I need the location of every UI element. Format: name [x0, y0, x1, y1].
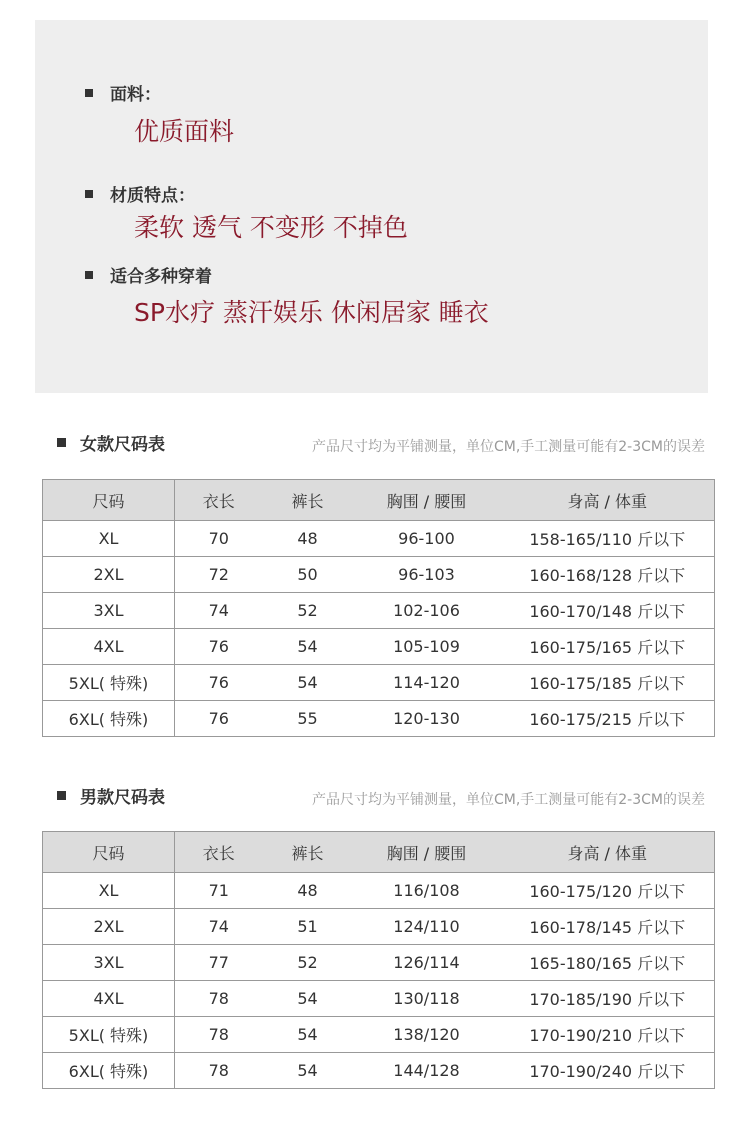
cell-height-weight: 160-170/148 斤以下 [501, 593, 715, 629]
feature-label-text: 材质特点： [110, 186, 195, 206]
feature-panel [35, 20, 708, 393]
cell-pants-length: 54 [263, 981, 353, 1017]
cell-chest-waist: 102-106 [353, 593, 501, 629]
cell-size: 4XL [43, 629, 175, 665]
cell-height-weight: 165-180/165 斤以下 [501, 945, 715, 981]
cell-size: XL [43, 873, 175, 909]
cell-pants-length: 51 [263, 909, 353, 945]
cell-pants-length: 50 [263, 557, 353, 593]
header-pants-length: 裤长 [263, 832, 353, 873]
table-row [43, 557, 715, 593]
cell-chest-waist: 144/128 [353, 1053, 501, 1089]
cell-chest-waist: 105-109 [353, 629, 501, 665]
cell-pants-length: 52 [263, 593, 353, 629]
feature-label-material [110, 181, 195, 206]
women-size-table [42, 479, 715, 737]
cell-chest-waist: 114-120 [353, 665, 501, 701]
feature-value-fabric: 优质面料 [134, 117, 235, 146]
table-row [43, 909, 715, 945]
bullet-icon [85, 190, 93, 198]
cell-top-length: 72 [175, 557, 263, 593]
cell-size: 5XL( 特殊) [43, 665, 175, 701]
table-row [43, 873, 715, 909]
cell-chest-waist: 96-100 [353, 521, 501, 557]
men-chart-title-text: 男款尺码表 [80, 788, 165, 808]
cell-height-weight: 158-165/110 斤以下 [501, 521, 715, 557]
table-row [43, 701, 715, 737]
cell-top-length: 78 [175, 1053, 263, 1089]
table-row [43, 665, 715, 701]
men-chart-title [57, 783, 165, 808]
cell-top-length: 78 [175, 981, 263, 1017]
header-pants-length: 裤长 [263, 480, 353, 521]
cell-top-length: 76 [175, 665, 263, 701]
cell-size: 2XL [43, 909, 175, 945]
table-row [43, 1017, 715, 1053]
header-top-length: 衣长 [175, 480, 263, 521]
table-row [43, 521, 715, 557]
bullet-icon [57, 791, 66, 800]
cell-pants-length: 54 [263, 665, 353, 701]
cell-pants-length: 52 [263, 945, 353, 981]
bullet-icon [85, 271, 93, 279]
table-row [43, 945, 715, 981]
feature-value-usage: SP水疗 蒸汗娱乐 休闲居家 睡衣 [134, 298, 489, 327]
women-chart-title [57, 430, 165, 455]
table-header-row [43, 480, 715, 521]
cell-height-weight: 170-190/210 斤以下 [501, 1017, 715, 1053]
table-row [43, 981, 715, 1017]
cell-size: 4XL [43, 981, 175, 1017]
header-size: 尺码 [43, 480, 175, 521]
men-chart-note: 产品尺寸均为平铺测量，单位CM,手工测量可能有2-3CM的误差 [311, 792, 705, 808]
cell-chest-waist: 130/118 [353, 981, 501, 1017]
cell-chest-waist: 138/120 [353, 1017, 501, 1053]
feature-label-usage [110, 262, 212, 287]
header-height-weight: 身高 / 体重 [501, 480, 715, 521]
cell-height-weight: 160-168/128 斤以下 [501, 557, 715, 593]
table-header-row [43, 832, 715, 873]
bullet-icon [57, 438, 66, 447]
header-height-weight: 身高 / 体重 [501, 832, 715, 873]
cell-size: 6XL( 特殊) [43, 1053, 175, 1089]
cell-pants-length: 54 [263, 1017, 353, 1053]
women-chart-title-text: 女款尺码表 [80, 435, 165, 455]
cell-height-weight: 160-178/145 斤以下 [501, 909, 715, 945]
cell-height-weight: 170-190/240 斤以下 [501, 1053, 715, 1089]
header-chest-waist: 胸围 / 腰围 [353, 832, 501, 873]
cell-size: XL [43, 521, 175, 557]
cell-top-length: 71 [175, 873, 263, 909]
feature-label-text: 适合多种穿着 [110, 267, 212, 287]
cell-size: 6XL( 特殊) [43, 701, 175, 737]
header-chest-waist: 胸围 / 腰围 [353, 480, 501, 521]
cell-chest-waist: 96-103 [353, 557, 501, 593]
women-chart-note: 产品尺寸均为平铺测量，单位CM,手工测量可能有2-3CM的误差 [311, 439, 705, 455]
cell-chest-waist: 116/108 [353, 873, 501, 909]
cell-size: 5XL( 特殊) [43, 1017, 175, 1053]
cell-chest-waist: 120-130 [353, 701, 501, 737]
cell-top-length: 74 [175, 909, 263, 945]
cell-chest-waist: 126/114 [353, 945, 501, 981]
cell-height-weight: 160-175/165 斤以下 [501, 629, 715, 665]
cell-pants-length: 48 [263, 521, 353, 557]
cell-chest-waist: 124/110 [353, 909, 501, 945]
cell-size: 3XL [43, 945, 175, 981]
table-row [43, 593, 715, 629]
cell-height-weight: 160-175/120 斤以下 [501, 873, 715, 909]
cell-top-length: 76 [175, 629, 263, 665]
feature-value-material: 柔软 透气 不变形 不掉色 [134, 213, 408, 242]
cell-size: 2XL [43, 557, 175, 593]
bullet-icon [85, 89, 93, 97]
table-row [43, 629, 715, 665]
header-size: 尺码 [43, 832, 175, 873]
cell-top-length: 78 [175, 1017, 263, 1053]
cell-top-length: 74 [175, 593, 263, 629]
cell-top-length: 70 [175, 521, 263, 557]
header-top-length: 衣长 [175, 832, 263, 873]
cell-pants-length: 48 [263, 873, 353, 909]
table-row [43, 1053, 715, 1089]
cell-pants-length: 54 [263, 1053, 353, 1089]
cell-top-length: 77 [175, 945, 263, 981]
men-size-table [42, 831, 715, 1089]
cell-pants-length: 54 [263, 629, 353, 665]
cell-height-weight: 160-175/185 斤以下 [501, 665, 715, 701]
cell-size: 3XL [43, 593, 175, 629]
feature-label-fabric [110, 80, 161, 105]
cell-top-length: 76 [175, 701, 263, 737]
cell-pants-length: 55 [263, 701, 353, 737]
feature-label-text: 面料： [110, 85, 161, 105]
cell-height-weight: 170-185/190 斤以下 [501, 981, 715, 1017]
cell-height-weight: 160-175/215 斤以下 [501, 701, 715, 737]
